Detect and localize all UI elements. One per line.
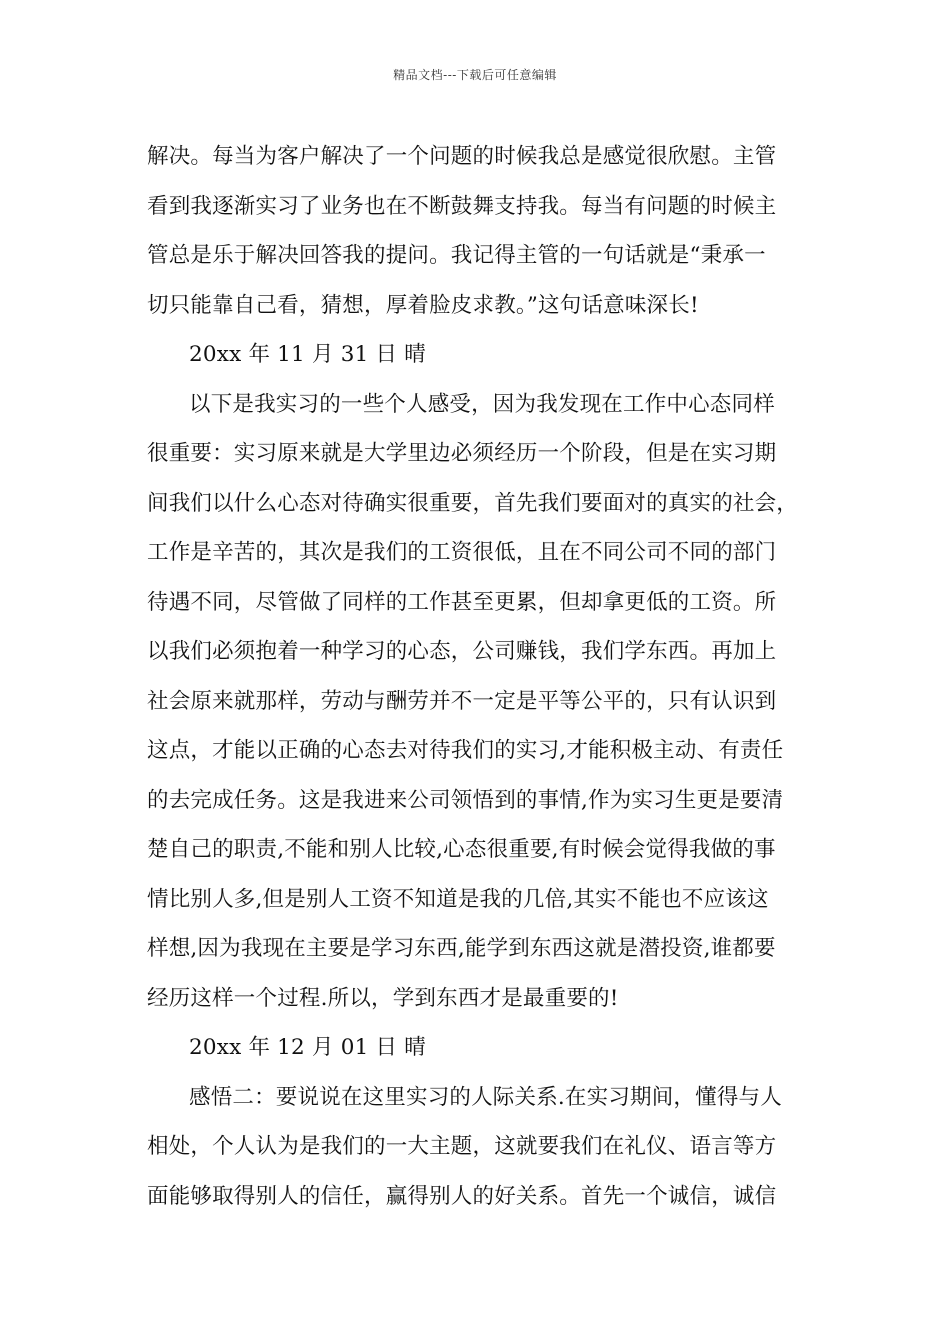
text-line: 经历这样一个过程.所以，学到东西才是最重要的! xyxy=(147,985,619,1011)
text-line: 的去完成任务。这是我进来公司领悟到的事情,作为实习生更是要清 xyxy=(147,787,784,813)
document-body xyxy=(147,132,817,1221)
text-line: 待遇不同，尽管做了同样的工作甚至更累，但却拿更低的工资。所 xyxy=(147,589,777,615)
date-heading: 20xx 年 11 月 31 日 晴 xyxy=(189,342,426,367)
paragraph-start: 感悟二：要说说在这里实习的人际关系.在实习期间，懂得与人 xyxy=(189,1084,782,1110)
text-line: 管总是乐于解决回答我的提问。我记得主管的一句话就是“秉承一 xyxy=(147,243,766,268)
text-line: 解决。每当为客户解决了一个问题的时候我总是感觉很欣慰。主管 xyxy=(147,144,777,169)
text-line: 相处，个人认为是我们的一大主题，这就要我们在礼仪、语言等方 xyxy=(147,1134,777,1159)
text-line: 很重要：实习原来就是大学里边必须经历一个阶段，但是在实习期 xyxy=(147,441,777,466)
text-line: 这点，才能以正确的心态去对待我们的实习,才能积极主动、有责任 xyxy=(147,738,784,763)
text-line: 楚自己的职责,不能和别人比较,心态很重要,有时候会觉得我做的事 xyxy=(147,837,776,862)
text-line: 间我们以什么心态对待确实很重要，首先我们要面对的真实的社会， xyxy=(147,490,799,516)
text-line: 工作是辛苦的，其次是我们的工资很低，且在不同公司不同的部门 xyxy=(147,540,777,565)
text-line: 社会原来就那样，劳动与酬劳并不一定是平等公平的，只有认识到 xyxy=(147,688,777,714)
text-line: 样想,因为我现在主要是学习东西,能学到东西这就是潜投资,谁都要 xyxy=(147,936,776,961)
text-line: 切只能靠自己看，猜想，厚着脸皮求教。”这句话意味深长! xyxy=(147,292,699,318)
text-line: 以我们必须抱着一种学习的心态，公司赚钱，我们学东西。再加上 xyxy=(147,639,777,664)
page-header: 精品文档---下载后可任意编辑 xyxy=(393,68,557,82)
text-line: 面能够取得别人的信任，赢得别人的好关系。首先一个诚信，诚信 xyxy=(147,1183,777,1209)
paragraph-start: 以下是我实习的一些个人感受，因为我发现在工作中心态同样 xyxy=(189,391,775,417)
date-heading: 20xx 年 12 月 01 日 晴 xyxy=(189,1035,426,1060)
text-line: 看到我逐渐实习了业务也在不断鼓舞支持我。每当有问题的时候主 xyxy=(147,193,777,219)
text-line: 情比别人多,但是别人工资不知道是我的几倍,其实不能也不应该这 xyxy=(147,886,769,912)
